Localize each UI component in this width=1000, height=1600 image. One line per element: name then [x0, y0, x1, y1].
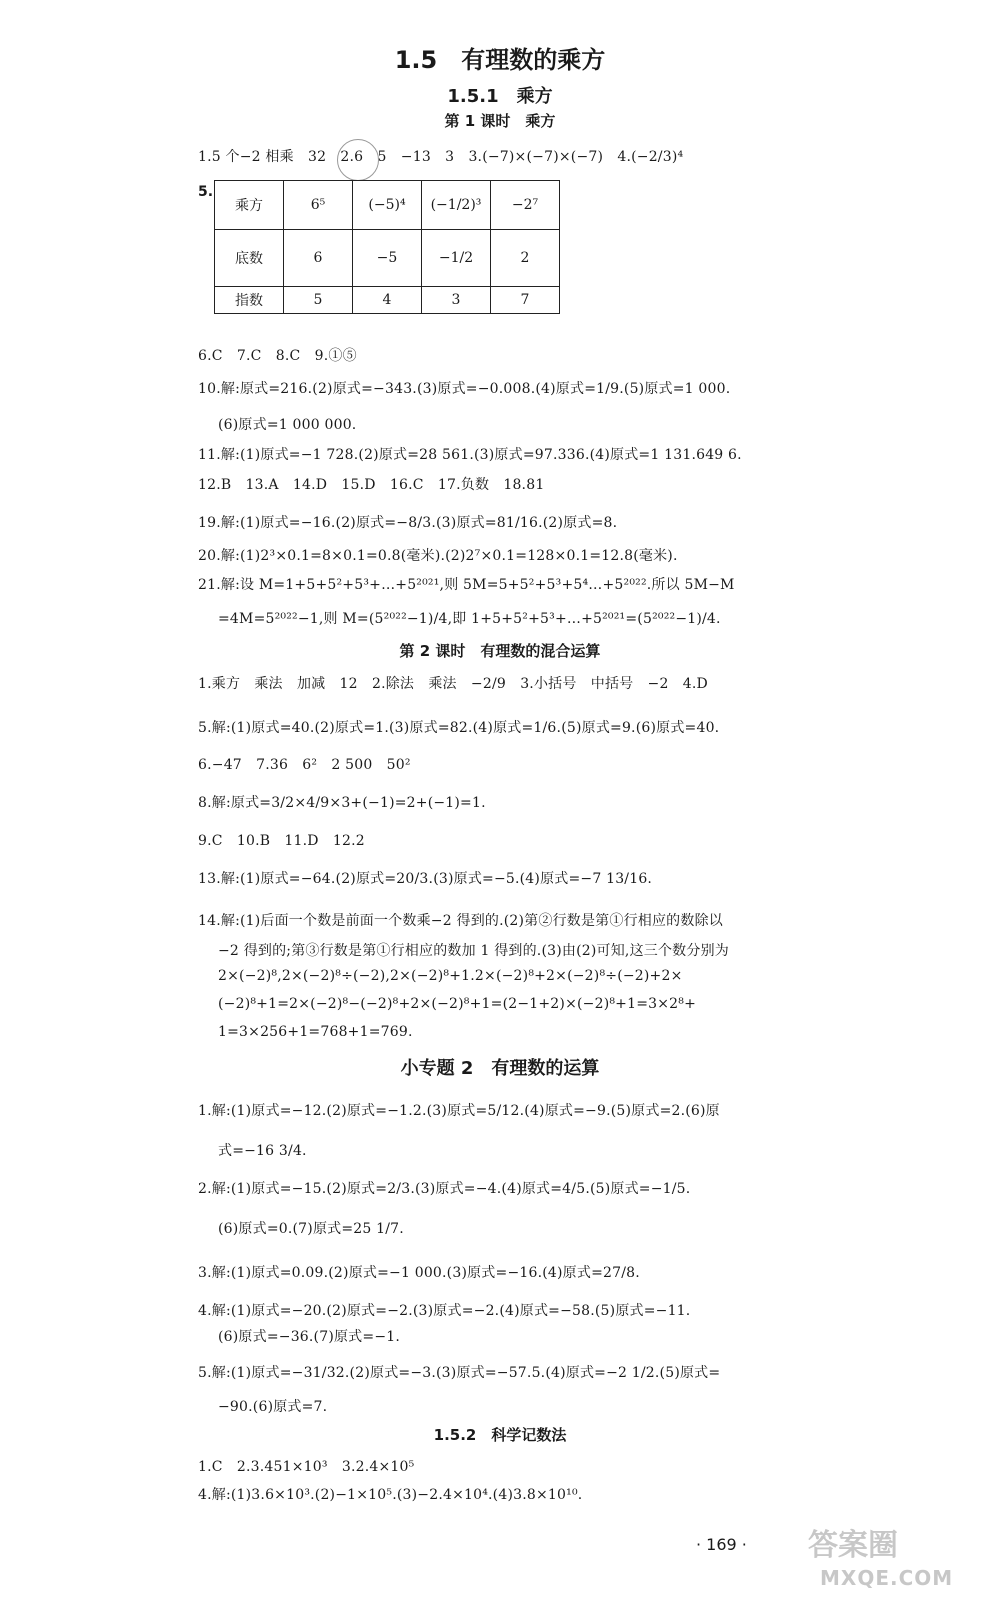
- answer-line-q21: 21.解:设 M=1+5+5²+5³+…+5²⁰²¹,则 5M=5+5²+5³+5⁴…+5²⁰²².所以 5M−M: [198, 577, 735, 593]
- answer-line-t5: 5.解:(1)原式=−31/32.(2)原式=−3.(3)原式=−57.5.(4)原式=−2 1/2.(5)原式=: [198, 1365, 721, 1381]
- page-number: · 169 ·: [696, 1535, 747, 1554]
- table-cell: 7: [491, 287, 560, 314]
- watermark-logo: 答案圈: [808, 1528, 898, 1563]
- answer-line-q19: 19.解:(1)原式=−16.(2)原式=−8/3.(3)原式=81/16.(2)原式=8.: [198, 515, 618, 531]
- answer-line-l2q14: 14.解:(1)后面一个数是前面一个数乘−2 得到的.(2)第②行数是第①行相应的数除以: [198, 913, 723, 929]
- table-cell: (−1/2)³: [422, 181, 491, 230]
- answer-line-t1-cont: 式=−16 3/4.: [218, 1143, 307, 1159]
- stamp-mark: [337, 139, 379, 181]
- answer-line-q21-cont: =4M=5²⁰²²−1,则 M=(5²⁰²²−1)/4,即 1+5+5²+5³+…+5²⁰²¹=(5²⁰²²−1)/4.: [218, 611, 721, 627]
- subsection-title-1-5-2: 1.5.2 科学记数法: [433, 1426, 567, 1444]
- answer-line-t5-cont: −90.(6)原式=7.: [218, 1399, 328, 1415]
- answer-line-l2q14-cont: 2×(−2)⁸,2×(−2)⁸÷(−2),2×(−2)⁸+1.2×(−2)⁸+2×(−2)⁸÷(−2)+2×: [218, 968, 683, 984]
- table-cell: 5: [284, 287, 353, 314]
- table-cell: 6: [284, 230, 353, 287]
- answer-line-l2q1: 1.乘方 乘法 加减 12 2.除法 乘法 −2/9 3.小括号 中括号 −2 4.D: [198, 676, 708, 692]
- table-cell: 4: [353, 287, 422, 314]
- answer-line-l2q8: 8.解:原式=3/2×4/9×3+(−1)=2+(−1)=1.: [198, 795, 486, 811]
- table-cell: 指数: [215, 287, 284, 314]
- table-cell: 3: [422, 287, 491, 314]
- table-cell: −1/2: [422, 230, 491, 287]
- table-cell: 6⁵: [284, 181, 353, 230]
- answer-line-t2-cont: (6)原式=0.(7)原式=25 1/7.: [218, 1221, 404, 1237]
- answer-line-l2q9: 9.C 10.B 11.D 12.2: [198, 833, 365, 849]
- table-cell: 乘方: [215, 181, 284, 230]
- watermark-url: MXQE.COM: [820, 1566, 954, 1590]
- table-cell: −5: [353, 230, 422, 287]
- subsection-title-1-5-1: 1.5.1 乘方: [447, 86, 553, 107]
- answer-line-t2: 2.解:(1)原式=−15.(2)原式=2/3.(3)原式=−4.(4)原式=4/5.(5)原式=−1/5.: [198, 1181, 691, 1197]
- lesson-1-title: 第 1 课时 乘方: [444, 112, 556, 130]
- answer-line-t4: 4.解:(1)原式=−20.(2)原式=−2.(3)原式=−2.(4)原式=−58.(5)原式=−11.: [198, 1303, 691, 1319]
- answer-line-t4-cont: (6)原式=−36.(7)原式=−1.: [218, 1329, 401, 1345]
- answer-line-l2q14-cont: 1=3×256+1=768+1=769.: [218, 1024, 413, 1040]
- table-row-power: [215, 181, 560, 230]
- answer-line-l2q6: 6.−47 7.36 6² 2 500 50²: [198, 757, 411, 773]
- section-title: 1.5 有理数的乘方: [394, 46, 606, 74]
- answer-line-q10: 10.解:原式=216.(2)原式=−343.(3)原式=−0.008.(4)原式=1/9.(5)原式=1 000.: [198, 381, 731, 397]
- table-cell: −2⁷: [491, 181, 560, 230]
- table-row-exponent: [215, 287, 560, 314]
- answer-line-l2q14-cont: −2 得到的;第③行数是第①行相应的数加 1 得到的.(3)由(2)可知,这三个数分别为: [218, 943, 729, 959]
- answer-line-t3: 3.解:(1)原式=0.09.(2)原式=−1 000.(3)原式=−16.(4)原式=27/8.: [198, 1265, 640, 1281]
- answer-line-s1: 1.C 2.3.451×10³ 3.2.4×10⁵: [198, 1459, 415, 1475]
- answer-line-t1: 1.解:(1)原式=−12.(2)原式=−1.2.(3)原式=5/12.(4)原式=−9.(5)原式=2.(6)原: [198, 1103, 720, 1119]
- table-cell: (−5)⁴: [353, 181, 422, 230]
- power-table: [214, 180, 560, 314]
- table-row-base: [215, 230, 560, 287]
- table-cell: 2: [491, 230, 560, 287]
- answer-line-s4: 4.解:(1)3.6×10³.(2)−1×10⁵.(3)−2.4×10⁴.(4)3.8×10¹⁰.: [198, 1487, 583, 1503]
- answer-line-q1: 1.5 个−2 相乘 32 2.6 5 −13 3 3.(−7)×(−7)×(−7) 4.(−2/3)⁴: [198, 149, 684, 165]
- answer-line-q6: 6.C 7.C 8.C 9.①⑤: [198, 348, 357, 364]
- answer-line-l2q5: 5.解:(1)原式=40.(2)原式=1.(3)原式=82.(4)原式=1/6.(5)原式=9.(6)原式=40.: [198, 720, 720, 736]
- answer-line-l2q13: 13.解:(1)原式=−64.(2)原式=20/3.(3)原式=−5.(4)原式=−7 13/16.: [198, 871, 653, 887]
- answer-line-q12: 12.B 13.A 14.D 15.D 16.C 17.负数 18.81: [198, 477, 545, 493]
- table-label: 5.: [198, 184, 214, 200]
- answer-line-l2q14-cont: (−2)⁸+1=2×(−2)⁸−(−2)⁸+2×(−2)⁸+1=(2−1+2)×(−2)⁸+1=3×2⁸+: [218, 996, 697, 1012]
- answer-line-q11: 11.解:(1)原式=−1 728.(2)原式=28 561.(3)原式=97.336.(4)原式=1 131.649 6.: [198, 447, 742, 463]
- topic-2-title: 小专题 2 有理数的运算: [400, 1058, 600, 1079]
- table-cell: 底数: [215, 230, 284, 287]
- answer-line-q20: 20.解:(1)2³×0.1=8×0.1=0.8(毫米).(2)2⁷×0.1=128×0.1=12.8(毫米).: [198, 548, 678, 564]
- answer-line-q10-cont: (6)原式=1 000 000.: [218, 417, 357, 433]
- lesson-2-title: 第 2 课时 有理数的混合运算: [399, 642, 601, 660]
